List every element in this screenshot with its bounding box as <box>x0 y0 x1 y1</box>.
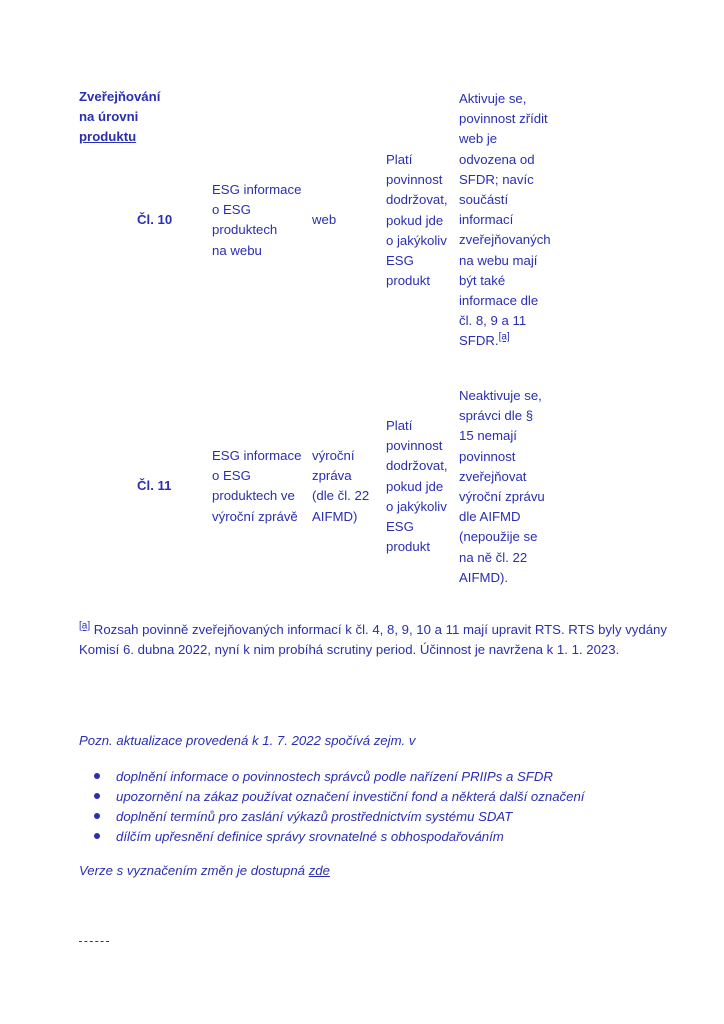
cell-text: (dle čl. 22 <box>312 488 370 504</box>
cell-text: o jakýkoliv <box>386 498 447 514</box>
cell-text: o ESG <box>212 468 251 484</box>
list-item <box>94 767 584 787</box>
cell-text <box>459 331 551 351</box>
version-link[interactable]: zde <box>308 863 330 878</box>
cell-text: AIFMD) <box>312 508 358 524</box>
bullet-icon <box>94 813 100 819</box>
bullet-icon <box>94 793 100 799</box>
cell-text: produkt <box>386 539 430 555</box>
cell-text: výroční zprávě <box>212 508 298 524</box>
list-item-text: dílčím upřesnění definice správy srovnatelné s obhospodařováním <box>116 829 504 844</box>
cell-text: zveřejňovaných <box>459 232 551 248</box>
list-item-text: upozornění na zákaz používat označení investiční fond a některá další označení <box>116 789 585 804</box>
scope-cell <box>386 416 448 557</box>
cell-text: (nepoužije se <box>459 529 538 545</box>
section-title <box>79 87 160 148</box>
section-title-line: produktu <box>79 129 137 145</box>
cell-text: povinnost <box>459 448 516 464</box>
cell-text: odvozena od <box>459 151 535 167</box>
cell-text: výroční zprávu <box>459 489 545 505</box>
medium-cell <box>312 210 336 230</box>
section-title-line: na úrovni <box>79 109 139 125</box>
bullet-icon <box>94 833 100 839</box>
article-label: Čl. 11 <box>137 478 172 493</box>
cell-text: dle AIFMD <box>459 509 521 525</box>
section-title-line: Zveřejňování <box>79 89 161 104</box>
cell-text: SFDR. <box>459 333 499 349</box>
article-label: Čl. 10 <box>137 212 173 227</box>
cell-text: povinnost zřídit <box>459 111 548 127</box>
info-cell <box>212 180 301 261</box>
cell-text: ESG informace <box>212 182 302 197</box>
cell-text: produktech ve <box>212 488 295 504</box>
cell-text: AIFMD). <box>459 569 509 585</box>
cell-text: pokud jde <box>386 478 444 494</box>
cell-text: na webu <box>212 242 262 258</box>
footnote-anchor-link[interactable]: [a] <box>79 620 91 632</box>
cell-text: ESG <box>386 253 414 269</box>
cell-text: o jakýkoliv <box>386 232 447 248</box>
footnote <box>79 620 669 660</box>
cell-text: být také <box>459 272 506 288</box>
cell-text: správci dle § <box>459 408 534 424</box>
scope-cell <box>386 150 448 291</box>
cell-text: dodržovat, <box>386 458 448 474</box>
note-cell <box>459 386 545 588</box>
footnote-separator <box>79 941 109 942</box>
cell-text: výroční <box>312 448 355 463</box>
cell-text: ESG informace <box>212 448 302 463</box>
footnote-text: Rozsah povinně zveřejňovaných informací k čl. 4, 8, 9, 10 a 11 mají upravit RTS. RTS byly vydány Komisí 6. dubna 2022, nyní k nim probíhá scrutiny period. Účinnost je navržena k 1. 1. 2023. <box>79 622 667 658</box>
bullet-icon <box>94 773 100 779</box>
note-cell <box>459 89 551 352</box>
cell-text: Aktivuje se, <box>459 91 527 106</box>
cell-text: povinnost <box>386 172 443 188</box>
cell-text: dodržovat, <box>386 192 448 208</box>
cell-text: na webu mají <box>459 252 538 268</box>
cell-text: pokud jde <box>386 212 444 228</box>
cell-text: zveřejňovat <box>459 468 527 484</box>
cell-text: ESG <box>386 519 414 535</box>
cell-text: informace dle <box>459 293 539 309</box>
cell-text: čl. 8, 9 a 11 <box>459 313 527 329</box>
cell-text: produkt <box>386 273 430 289</box>
list-item <box>94 807 584 827</box>
cell-text: produktech <box>212 222 278 238</box>
cell-text: zpráva <box>312 468 352 484</box>
cell-text: SFDR; navíc <box>459 171 534 187</box>
footnote-ref-link[interactable]: [a] <box>498 332 510 344</box>
cell-text: o ESG <box>212 202 251 218</box>
cell-text: součástí <box>459 192 509 208</box>
cell-text: informací <box>459 212 514 228</box>
cell-text: web je <box>459 131 498 147</box>
list-item-text: doplnění termínů pro zaslání výkazů prostřednictvím systému SDAT <box>116 809 513 824</box>
cell-text: na ně čl. 22 <box>459 549 528 565</box>
cell-text: web <box>312 212 337 227</box>
version-note-text: Verze s vyznačením změn je dostupná <box>79 863 309 878</box>
list-item-text: doplnění informace o povinnostech správců podle nařízení PRIIPs a SFDR <box>116 769 553 784</box>
list-item <box>94 787 584 807</box>
update-note-intro: Pozn. aktualizace provedená k 1. 7. 2022 spočívá zejm. v <box>79 733 416 748</box>
cell-text: Neaktivuje se, <box>459 388 542 403</box>
medium-cell <box>312 446 369 527</box>
cell-text: Platí <box>386 418 413 433</box>
info-cell <box>212 446 301 527</box>
cell-text: Platí <box>386 152 413 167</box>
cell-text: povinnost <box>386 438 443 454</box>
update-list <box>94 767 584 847</box>
cell-text: 15 nemají <box>459 428 517 444</box>
list-item <box>94 827 584 847</box>
version-note <box>79 861 330 881</box>
